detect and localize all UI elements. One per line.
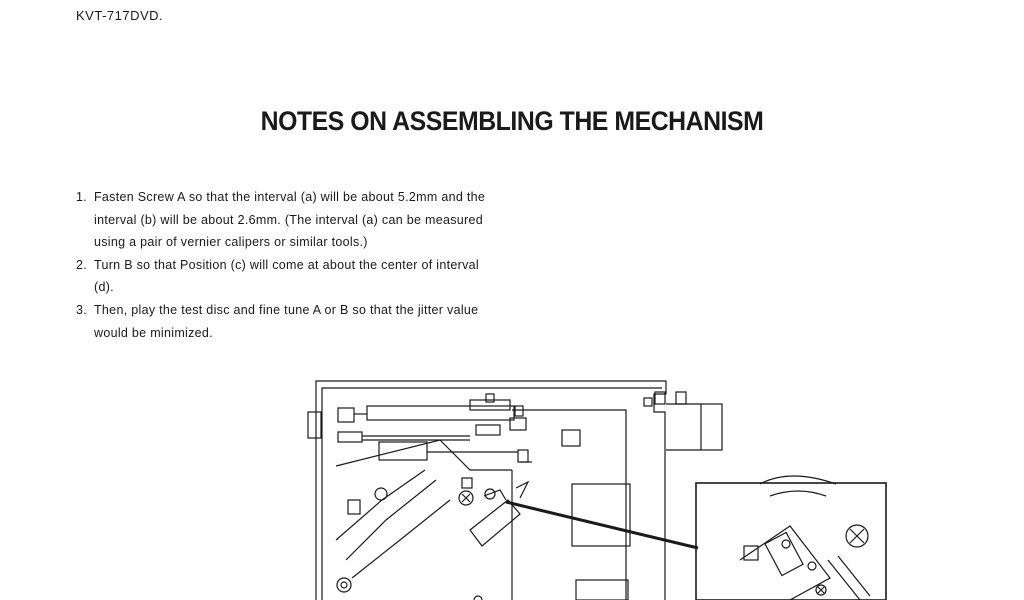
detail-inset xyxy=(696,476,886,600)
slider-rails xyxy=(338,394,528,462)
model-number: KVT-717DVD. xyxy=(76,8,164,23)
cam-plate xyxy=(336,440,512,600)
note-text: Then, play the test disc and fine tune A or B so that the jitter value would be minimized. xyxy=(94,302,479,340)
note-text: Turn B so that Position (c) will come at about the center of interval (d). xyxy=(94,257,479,295)
note-number: 3. xyxy=(76,302,88,317)
page-title: NOTES ON ASSEMBLING THE MECHANISM xyxy=(260,106,764,136)
note-number: 2. xyxy=(76,257,88,272)
pcb-board xyxy=(512,398,652,600)
note-number: 1. xyxy=(76,190,88,204)
note-text: Fasten Screw A so that the interval (a) will be about 5.2mm and the interval (b) will be about 2.6mm. (The interval (a) can be measured using a pair of vernier calipers or similar tools.) xyxy=(94,190,486,250)
pickup-arm xyxy=(470,470,528,600)
leader-line xyxy=(506,502,698,548)
